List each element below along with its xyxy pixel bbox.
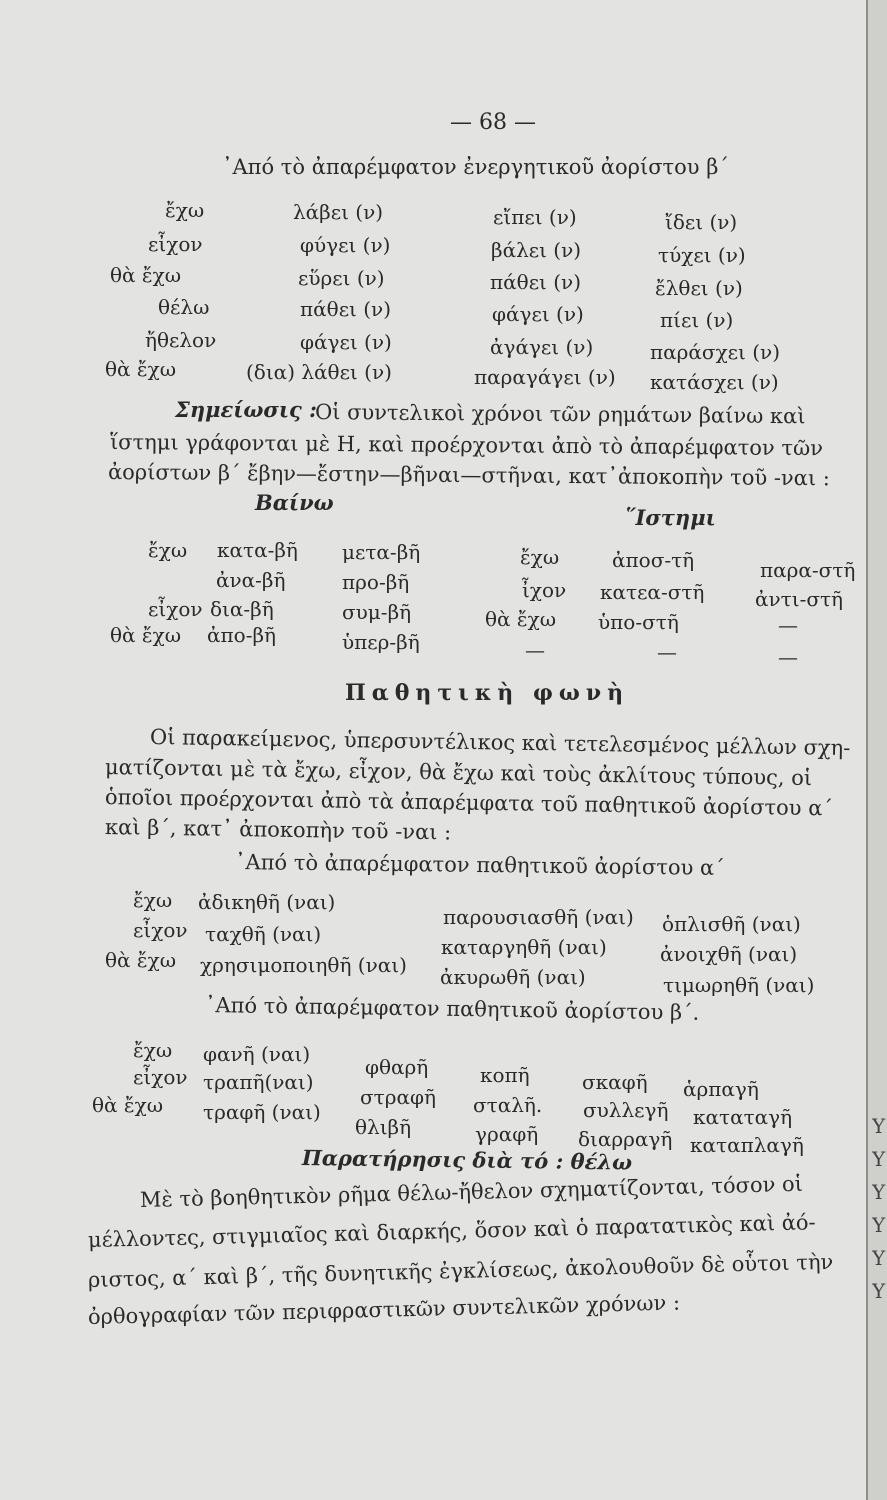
aux-verb: ἔχω: [165, 198, 205, 222]
verb-form: καταταγῆ: [693, 1105, 793, 1129]
aux-verb: εἶχον: [148, 232, 203, 256]
observation-line: μέλλοντες, στιγμιαῖος καὶ διαρκής, ὅσον καὶ ὁ παρατατικὸς καὶ ἀό-: [87, 1210, 816, 1252]
aux-verb: ἔχω: [133, 1038, 173, 1062]
verb-form: φάγει (ν): [300, 330, 392, 354]
verb-form: στραφῆ: [360, 1085, 436, 1109]
verb-form: (δια) λάθει (ν): [246, 360, 392, 384]
verb-form: ἀνοιχθῆ (ναι): [660, 942, 798, 966]
verb-form: φάγει (ν): [492, 302, 584, 326]
passive-line: καὶ β΄, κατ᾽ ἀποκοπὴν τοῦ -ναι :: [104, 815, 452, 845]
aorist-passive-b-heading: ᾽Από τὸ ἀπαρέμφατον παθητικοῦ ἀορίστου β΄.: [204, 993, 700, 1025]
verb-form: παραγάγει (ν): [474, 365, 616, 389]
verb-form: ὑπερ-βῆ: [342, 630, 420, 654]
verb-form: ἔλθει (ν): [655, 276, 743, 300]
verb-form: κατεα-στῆ: [600, 580, 705, 604]
note-line: ἀορίστων β΄ ἔβην—ἔστην—βῆναι—στῆναι, κατ᾽ἀποκοπὴν τοῦ -ναι :: [107, 460, 830, 491]
verb-form: σταλῆ.: [473, 1093, 543, 1117]
verb-form: παρα-στῆ: [760, 558, 856, 582]
observation-line: ὀρθογραφίαν τῶν περιφραστικῶν συντελικῶν χρόνων :: [87, 1290, 681, 1329]
aux-verb: ἔχω: [133, 888, 173, 912]
verb-form: λάβει (ν): [293, 200, 384, 224]
verb-form: χρησιμοποιηθῆ (ναι): [200, 953, 407, 977]
aux-verb: θὰ ἔχω: [105, 948, 177, 972]
verb-form: φθαρῆ: [365, 1055, 429, 1079]
verb-form: εὕρει (ν): [298, 266, 385, 290]
aux-verb: εἶχον: [133, 1065, 188, 1089]
observation-line: Μὲ τὸ βοηθητικὸν ρῆμα θέλω-ἤθελον σχηματίζονται, τόσον οἱ: [139, 1171, 804, 1212]
note-line: ἵστημι γράφονται μὲ Η, καὶ προέρχονται ἀπὸ τὸ ἀπαρέμφατον τῶν: [109, 430, 824, 461]
verb-form: ὁπλισθῆ (ναι): [662, 912, 801, 936]
verb-form: μετα-βῆ: [342, 540, 421, 564]
observation-title: Παρατήρησις διὰ τό : θέλω: [301, 1145, 633, 1175]
passive-line: ματίζονται μὲ τὰ ἔχω, εἶχον, θὰ ἔχω καὶ τοὺς ἀκλίτους τύπους, οἱ: [104, 755, 813, 791]
note-line: Οἱ συντελικοὶ χρόνοι τῶν ρημάτων βαίνω καὶ: [314, 400, 806, 429]
aux-verb: ἶχον: [522, 578, 567, 602]
adjacent-page-edge: Υ Υ Υ Υ Υ Υ: [872, 1114, 886, 1303]
verb-form: ἀκυρωθῆ (ναι): [440, 965, 586, 989]
verb-form: ἀποσ-τῆ: [612, 548, 695, 572]
aux-verb: θέλω: [158, 295, 210, 319]
verb-form: εἴπει (ν): [493, 205, 577, 229]
aorist-active-heading: ᾽Από τὸ ἀπαρέμφατον ἐνεργητικοῦ ἀορίστου β΄: [222, 155, 729, 179]
note-label: Σημείωσις :: [175, 397, 317, 422]
aux-verb: εἶχον: [148, 597, 203, 621]
verb-form: ταχθῆ (ναι): [205, 922, 322, 946]
verb-form: τραπῆ(ναι): [203, 1070, 314, 1094]
aorist-passive-a-heading: ᾽Από τὸ ἀπαρέμφατον παθητικοῦ ἀορίστου α΄: [234, 850, 725, 880]
verb-form: παράσχει (ν): [650, 340, 781, 364]
verb-form: συμ-βῆ: [342, 600, 412, 624]
verb-form: δια-βῆ: [210, 597, 274, 621]
verb-form: ἀδικηθῆ (ναι): [198, 890, 336, 914]
verb-form: συλλεγῆ: [583, 1098, 669, 1122]
verb-form: κοπῆ: [480, 1063, 530, 1087]
verb-form: ἀνα-βῆ: [216, 568, 286, 592]
verb-form: κατάσχει (ν): [650, 370, 779, 394]
dash: —: [657, 640, 677, 664]
verb-form: τύχει (ν): [658, 243, 746, 267]
verb-form: πάθει (ν): [300, 297, 392, 321]
verb-form: κατα-βῆ: [217, 538, 298, 562]
verb-form: τραφῆ (ναι): [203, 1100, 321, 1124]
verb-form: φύγει (ν): [300, 233, 391, 257]
verb-form: ἁρπαγῆ: [683, 1077, 759, 1101]
observation-line: ριστος, α΄ καὶ β΄, τῆς δυνητικῆς ἐγκλίσεως, ἀκολουθοῦν δὲ οὗτοι τὴν: [87, 1249, 834, 1292]
dash: —: [778, 613, 798, 637]
aux-verb: θὰ ἔχω: [110, 263, 182, 287]
verb-form: παρουσιασθῆ (ναι): [443, 905, 634, 929]
verb-form: ὑπο-στῆ: [598, 610, 679, 634]
verb-form: ἀγάγει (ν): [490, 335, 594, 359]
dash: —: [525, 638, 545, 662]
aux-verb: θὰ ἔχω: [105, 357, 177, 381]
verb-form: θλιβῆ: [355, 1115, 412, 1139]
aux-verb: θὰ ἔχω: [92, 1093, 164, 1117]
verb-form: ἀπο-βῆ: [207, 623, 276, 647]
aux-verb: εἶχον: [133, 918, 188, 942]
passive-line: Οἱ παρακείμενος, ὑπερσυντέλικος καὶ τετελεσμένος μέλλων σχη-: [149, 725, 851, 760]
verb-form: πίει (ν): [660, 308, 734, 332]
verb-form: σκαφῆ: [582, 1070, 648, 1094]
verb-form: ἀντι-στῆ: [755, 587, 844, 611]
aux-verb: ἔχω: [148, 538, 188, 562]
aux-verb: ἔχω: [520, 545, 560, 569]
baino-title: Βαίνω: [255, 490, 334, 515]
verb-form: ἴδει (ν): [665, 210, 738, 234]
verb-form: τιμωρηθῆ (ναι): [663, 973, 815, 997]
aux-verb: ἤθελον: [145, 328, 217, 352]
verb-form: πάθει (ν): [490, 270, 582, 294]
verb-form: προ-βῆ: [342, 570, 410, 594]
dash: —: [778, 645, 798, 669]
aux-verb: θὰ ἔχω: [110, 623, 182, 647]
verb-form: φανῆ (ναι): [203, 1042, 311, 1066]
verb-form: διαρραγῆ: [578, 1127, 673, 1151]
passive-title: Παθητικὴ φωνὴ: [345, 680, 630, 706]
passive-line: ὁποῖοι προέρχονται ἀπὸ τὰ ἀπαρέμφατα τοῦ παθητικοῦ ἀορίστου α΄: [104, 785, 834, 821]
page-number: — 68 —: [450, 110, 536, 135]
verb-form: γραφῆ: [475, 1122, 539, 1146]
verb-form: βάλει (ν): [491, 238, 582, 262]
aux-verb: θὰ ἔχω: [485, 607, 557, 631]
verb-form: καταπλαγῆ: [690, 1133, 804, 1157]
verb-form: καταργηθῆ (ναι): [441, 935, 607, 959]
istemi-title: ῞Ιστημι: [625, 505, 716, 530]
